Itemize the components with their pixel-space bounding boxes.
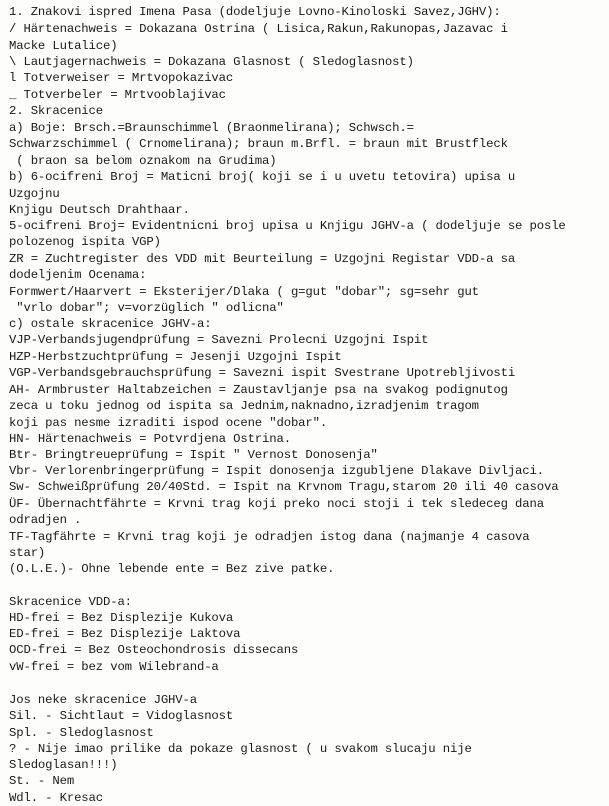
text-line: 1. Znakovi ispred Imena Pasa (dodeljuje Lovno-Kinoloski Savez,JGHV): [9, 5, 501, 19]
text-line: a) Boje: Brsch.=Braunschimmel (Braonmelirana); Schwsch.= [9, 121, 414, 135]
text-line: Macke Lutalice) [9, 39, 118, 53]
text-line: Formwert/Haarvert = Eksterijer/Dlaka ( g=gut "dobar"; sg=sehr gut [9, 285, 479, 299]
text-line: c) ostale skracenice JGHV-a: [9, 317, 212, 331]
text-line: _ Totverbeler = Mrtvooblajivac [9, 88, 226, 102]
text-line: Skracenice VDD-a: [9, 595, 132, 609]
text-line: b) 6-ocifreni Broj = Maticni broj( koji se i u uvetu tetovira) upisa u [9, 170, 516, 184]
text-line: ED-frei = Bez Displezije Laktova [9, 627, 241, 641]
text-line: dodeljenim Ocenama: [9, 268, 147, 282]
text-line: Knjigu Deutsch Drahthaar. [9, 203, 190, 217]
text-line: ÜF- Übernachtfährte = Krvni trag koji preko noci stoji i tek sledeceg dana [9, 497, 544, 511]
text-line: HN- Härtenachweis = Potvrdjena Ostrina. [9, 432, 291, 446]
text-line: Sil. - Sichtlaut = Vidoglasnost [9, 709, 234, 723]
text-line: vW-frei = bez vom Wilebrand-a [9, 660, 219, 674]
text-line: OCD-frei = Bez Osteochondrosis dissecans [9, 643, 299, 657]
text-line: Sledoglasan!!!) [9, 758, 118, 772]
text-line: "vrlo dobar"; v=vorzüglich " odlicna" [9, 301, 284, 315]
text-line: ( braon sa belom oznakom na Grudima) [9, 154, 277, 168]
text-line: odradjen . [9, 513, 82, 527]
text-line: AH- Armbruster Haltabzeichen = Zaustavljanje psa na svakog podignutog [9, 383, 508, 397]
text-line: Spl. - Sledoglasnost [9, 726, 154, 740]
text-line: St. - Nem [9, 774, 75, 788]
text-line: ? - Nije imao prilike da pokaze glasnost ( u svakom slucaju nije [9, 742, 472, 756]
text-line: koji pas nesme izraditi ispod ocene "dobar". [9, 416, 328, 430]
text-line: zeca u toku jednog od ispita sa Jednim,naknadno,izradjenim tragom [9, 399, 479, 413]
text-line: ZR = Zuchtregister des VDD mit Beurteilung = Uzgojni Registar VDD-a sa [9, 252, 516, 266]
text-line: (O.L.E.)- Ohne lebende ente = Bez zive patke. [9, 562, 335, 576]
text-line: Sw- Schweißprüfung 20/40Std. = Ispit na Krvnom Tragu,starom 20 ili 40 casova [9, 480, 559, 494]
text-line: star) [9, 546, 46, 560]
text-line: Schwarzschimmel ( Crnomelirana); braun m.Brfl. = braun mit Brustfleck [9, 137, 508, 151]
text-line: VJP-Verbandsjugendprüfung = Savezni Prolecni Uzgojni Ispit [9, 333, 429, 347]
text-line: 5-ocifreni Broj= Evidentnicni broj upisa u Knjigu JGHV-a ( dodeljuje se posle [9, 219, 566, 233]
text-line: / Härtenachweis = Dokazana Ostrina ( Lisica,Rakun,Rakunopas,Jazavac i [9, 22, 508, 36]
text-line: VGP-Verbandsgebrauchsprüfung = Savezni ispit Svestrane Upotrebljivosti [9, 366, 516, 380]
text-line: TF-Tagfährte = Krvni trag koji je odradjen istog dana (najmanje 4 casova [9, 530, 530, 544]
text-line: polozenog ispita VGP) [9, 235, 161, 249]
text-line: Wdl. - Kresac [9, 791, 103, 805]
text-line: Btr- Bringtreueprüfung = Ispit " Vernost Donosenja" [9, 448, 378, 462]
text-line: Vbr- Verlorenbringerprüfung = Ispit donosenja izgubljene Dlakave Divljaci. [9, 464, 544, 478]
text-line: HZP-Herbstzuchtprüfung = Jesenji Uzgojni Ispit [9, 350, 342, 364]
text-line: Jos neke skracenice JGHV-a [9, 693, 197, 707]
text-line: 2. Skracenice [9, 104, 103, 118]
text-line: Uzgojnu [9, 187, 60, 201]
text-line: HD-frei = Bez Displezije Kukova [9, 611, 234, 625]
text-line: \ Lautjagernachweis = Dokazana Glasnost ( Sledoglasnost) [9, 55, 414, 69]
text-line: l Totverweiser = Mrtvopokazivac [9, 71, 234, 85]
